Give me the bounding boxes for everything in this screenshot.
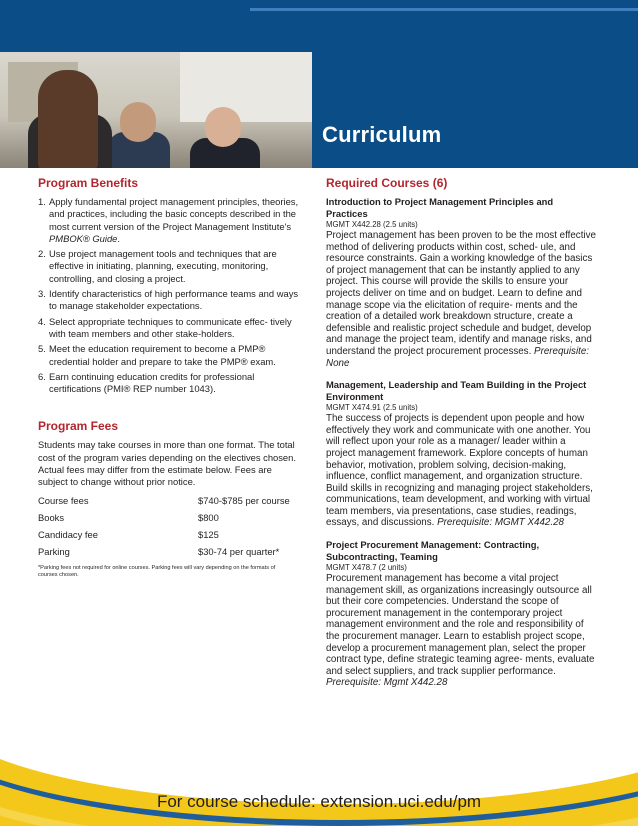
benefit-number: 2.: [38, 248, 46, 260]
benefit-text: Apply fundamental project management principles, theories, and practices, including the basic concepts described in the most current version of the Project Management Institute's: [49, 196, 299, 232]
section-title: Curriculum: [322, 122, 442, 147]
program-fees-heading: Program Fees: [38, 419, 119, 434]
fees-intro: Students may take courses in more than one format. The total cost of the program varies depending on the electives chosen. Actual fees may differ from the estimate below. Fees are subject to change without prior notice.: [38, 439, 296, 488]
course-schedule-link[interactable]: For course schedule: extension.uci.edu/pm: [156, 792, 482, 811]
course-code: MGMT X442.28 (2.5 units): [326, 220, 418, 229]
benefit-number: 5.: [38, 343, 46, 355]
fee-amount: $740-$785 per course: [198, 494, 290, 506]
course-title: Introduction to Project Management Principles and Practices: [326, 196, 554, 219]
fee-label: Books: [38, 511, 65, 523]
course-title: Project Procurement Management: Contracting, Subcontracting, Teaming: [326, 539, 540, 563]
table-row: [38, 529, 304, 546]
course-title: Management, Leadership and Team Building in the Project Environment: [326, 379, 587, 403]
curriculum-band: [312, 52, 638, 168]
fee-label: Course fees: [38, 494, 89, 506]
left-column: [38, 176, 304, 579]
benefit-number: 6.: [38, 370, 46, 382]
parking-footnote: *Parking fees not required for online courses. Parking fees will vary depending on the formats of courses chosen.: [38, 564, 276, 578]
benefit-text: Meet the education requirement to become a PMP® credential holder and prepare to take the PMP® exam.: [49, 343, 276, 367]
course-prerequisite: Prerequisite: None: [326, 345, 590, 369]
right-column: [326, 176, 596, 699]
photo-person: [120, 102, 156, 142]
pmbok-guide-title: PMBOK® Guide: [49, 232, 118, 244]
photo-person: [38, 70, 98, 168]
course-description: [326, 413, 596, 529]
benefit-item: [38, 248, 304, 285]
benefit-text: Select appropriate techniques to communicate effec- tively with team members and other stake-holders.: [49, 315, 292, 339]
fee-amount: $125: [198, 528, 219, 540]
benefit-item: [38, 288, 304, 313]
benefit-text: Use project management tools and techniques that are effective in initiating, planning, executing, monitoring, controlling, and closing a project.: [49, 248, 277, 284]
course-code: MGMT X478.7 (2 units): [326, 563, 407, 573]
header-band: [0, 0, 638, 52]
benefit-item: [38, 343, 304, 368]
course-code: MGMT X474.91 (2.5 units): [326, 403, 418, 413]
business-team-photo: [0, 52, 312, 168]
course-prerequisite: Prerequisite: MGMT X442.28: [437, 517, 564, 529]
program-benefits-heading: Program Benefits: [38, 176, 139, 190]
table-row: [38, 495, 304, 512]
course-desc-text: Procurement management has become a vital project management skill, as organizations increasingly outsource all but their core competencies. Understand the scope of procurement management in the contemporary project management environment and the role and responsibility of the procurement manager. Learn to establish project scope, develop a procurement management plan, select the proper contract type, define strategic teaming agree- ments, evaluate and select suppliers, and track supplier performance.: [326, 573, 595, 677]
header-stripe: [250, 8, 638, 11]
course-description: [326, 573, 596, 689]
footer: [0, 734, 638, 826]
benefit-item: [38, 316, 304, 341]
benefit-text: Identify characteristics of high performance teams and ways to manage stakeholder expectations.: [49, 288, 299, 312]
benefit-number: 3.: [38, 288, 46, 300]
course-description: [326, 230, 596, 369]
fee-label: Candidacy fee: [38, 528, 98, 540]
benefits-list: [38, 196, 304, 395]
course-prerequisite: Prerequisite: Mgmt X442.28: [326, 677, 448, 689]
fee-amount: $30-74 per quarter*: [198, 545, 280, 557]
table-row: [38, 512, 304, 529]
course-desc-text: Project management has been proven to be the most effective method of delivering products within cost, sched- ule, and resource constraints. Gain a working knowledge of the basics of project management that can be instantly applied to any project. This course will provide the skills to ensure your projects deliver on time and on budget. Learn to define and manage scope via the elicitation of require- ments and the creation of a detailed work breakdown structure, create a defensible and realistic project schedule and budget, develop and manage the project team, identify and manage risks, and understand the project procurement processes.: [326, 230, 596, 357]
benefit-item: [38, 196, 304, 245]
fee-amount: $800: [198, 511, 219, 523]
benefit-item: [38, 371, 304, 396]
course-desc-text: The success of projects is dependent upon people and how effectively they work and communicate with one another. You will reflect upon your role as a manager/ leader within a project management framework. Explore concepts of human behavior, motivation, problem solving, decision-making, influence, conflict management, and organization structure. Build skills in recognizing and managing project stakeholders, communications, team development, and working with virtual team members, via presentations, case studies, readings, essays, and discussions.: [326, 413, 593, 529]
photo-window: [180, 52, 312, 122]
photo-person: [205, 107, 241, 147]
benefit-number: 4.: [38, 315, 46, 327]
fees-table: [38, 495, 304, 563]
required-courses-heading: Required Courses (6): [326, 176, 448, 190]
fee-label: Parking: [38, 545, 70, 557]
benefit-text: Earn continuing education credits for professional certifications (PMI® REP number 1043).: [49, 370, 255, 395]
table-row: [38, 546, 304, 563]
benefit-number: 1.: [38, 196, 46, 207]
benefit-tail: .: [117, 232, 120, 244]
